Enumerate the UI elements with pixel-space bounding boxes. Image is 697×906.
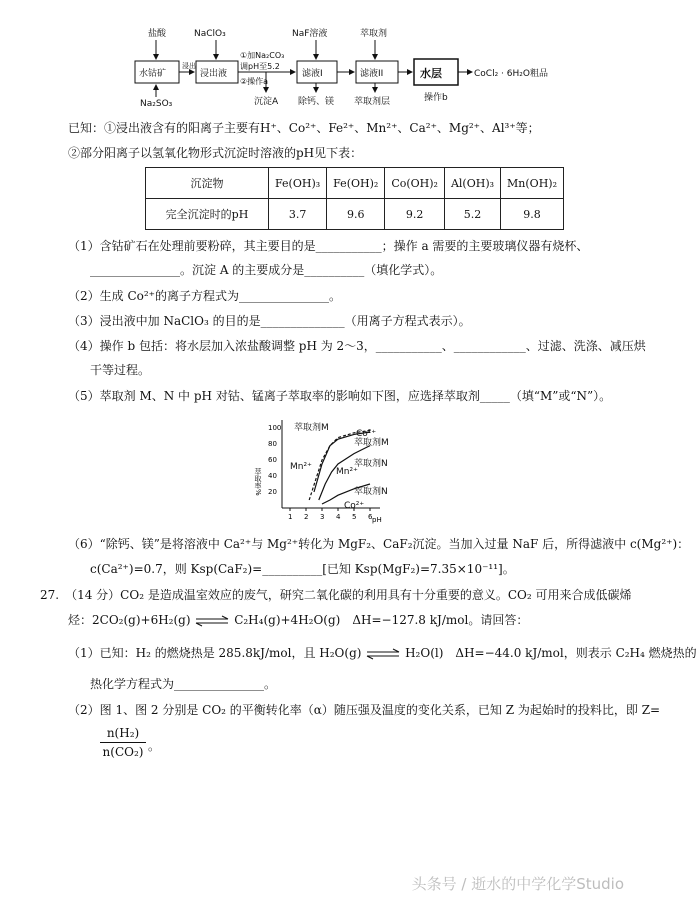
question-5: （5）萃取剂 M、N 中 pH 对钴、锰离子萃取率的影响如下图，应选择萃取剂_____（填“M”或“N”）。 (68, 389, 612, 403)
table-cell: Al(OH)₃ (444, 168, 500, 199)
step2-label: 调pH至5.2 (240, 62, 280, 71)
x-tick-label: 3 (320, 513, 325, 521)
table-cell: 9.6 (327, 199, 385, 230)
y-tick-label: 60 (268, 456, 277, 464)
question-4a: （4）操作 b 包括：将水层加入浓盐酸调整 pH 为 2～3，___________、____________、过滤、洗涤、减压烘 (68, 339, 646, 353)
curve-label: Mn²⁺ (290, 462, 312, 472)
product-label: CoCl₂ · 6H₂O粗品 (474, 69, 548, 79)
problem-27-intro: 27. （14 分）CO₂ 是造成温室效应的废气，研究二氧化碳的利用具有十分重要的意义。CO₂ 可用来合成低碳烯 (40, 588, 632, 602)
process-flow-diagram (130, 28, 548, 110)
x-tick-label: 6 (368, 513, 373, 521)
reagent-extract: 萃取剂 (360, 29, 388, 39)
reagent-hcl: 盐酸 (148, 29, 167, 39)
y-tick-label: 100 (268, 424, 282, 432)
box-water-label: 水层 (420, 67, 442, 80)
question-6a: （6）“除钙、镁”是将溶液中 Ca²⁺与 Mg²⁺转化为 MgF₂、CaF₂沉淀。当加入过量 NaF 后，所得滤液中 c(Mg²⁺)： (68, 537, 690, 551)
table-header-row (146, 168, 564, 199)
remove-ca-mg-label: 除钙、镁 (298, 97, 335, 107)
problem-27-q1a (68, 645, 697, 661)
watermark: 头条号 / 逝水的中学化学Studio (411, 875, 624, 893)
table-cell: 3.7 (269, 199, 327, 230)
y-tick-label: 20 (268, 488, 277, 496)
extraction-rate-chart (248, 412, 398, 530)
box-filtrate2-label: 滤液II (360, 69, 384, 79)
table-cell: 沉淀物 (146, 168, 269, 199)
table-cell: Fe(OH)₂ (327, 168, 385, 199)
extract-layer-label: 萃取剂层 (354, 97, 391, 107)
box-filtrate1-label: 滤液I (302, 69, 323, 79)
curve-label: 萃取剂N (354, 459, 388, 469)
curve-label: 萃取剂N (354, 487, 388, 497)
x-tick-label: 5 (352, 513, 357, 521)
table-cell: 完全沉淀时的pH (146, 199, 269, 230)
fraction-end: 。 (148, 739, 161, 753)
q1-right: H₂O(l) ΔH=−44.0 kJ/mol，则表示 C₂H₄ 燃烧热的 (405, 646, 697, 660)
x-tick-label: 2 (304, 513, 309, 521)
table-cell: Mn(OH)₂ (501, 168, 564, 199)
table-cell: Co(OH)₂ (385, 168, 445, 199)
table-cell: 5.2 (444, 199, 500, 230)
curve-label: Co²⁺ (344, 501, 365, 511)
x-tick-label: 4 (336, 513, 341, 521)
box-ore-label: 水钴矿 (139, 69, 167, 79)
question-2: （2）生成 Co²⁺的离子方程式为_______________。 (68, 289, 342, 303)
question-6b: c(Ca²⁺)=0.7，则 Ksp(CaF₂)=__________[已知 Ksp(MgF₂)=7.35×10⁻¹¹]。 (90, 562, 515, 576)
y-tick-label: 40 (268, 472, 277, 480)
fraction-denominator: n(CO₂) (102, 745, 144, 759)
known-ph-intro: ②部分阳离子以氢氧化物形式沉淀时溶液的pH见下表： (68, 146, 363, 160)
equation-left: 烃：2CO₂(g)+6H₂(g) (68, 613, 191, 627)
reagent-naf: NaF溶液 (292, 29, 328, 39)
table-cell: Fe(OH)₃ (269, 168, 327, 199)
problem-27-equation (68, 612, 528, 628)
equilibrium-arrow-icon (365, 649, 401, 659)
y-axis-label: 萃取率% (254, 468, 262, 496)
known-cations: 已知：①浸出液含有的阳离子主要有H⁺、Co²⁺、Fe²⁺、Mn²⁺、Ca²⁺、Mg²⁺、Al³⁺等； (68, 121, 540, 135)
table-row (146, 199, 564, 230)
arrow-leach-label: 浸出 (182, 62, 196, 70)
curve-label: Co²⁺ (356, 429, 377, 439)
fraction-numerator: n(H₂) (100, 726, 146, 743)
ph-table (145, 167, 564, 230)
reagent-naclo3: NaClO₃ (194, 29, 226, 39)
x-tick-label: 1 (288, 513, 293, 521)
box-leachate-label: 浸出液 (200, 69, 228, 79)
problem-27-q1b: 热化学方程式为_______________。 (90, 677, 277, 691)
equilibrium-arrow-icon (194, 616, 230, 626)
precip-a-label: 沉淀A (254, 97, 279, 107)
reagent-na2so3: Na₂SO₃ (140, 99, 173, 109)
q1-left: （1）已知：H₂ 的燃烧热是 285.8kJ/mol，且 H₂O(g) (68, 646, 362, 660)
step1-label: ①加Na₂CO₃ (240, 51, 285, 60)
curve-label: 萃取剂M (354, 438, 389, 448)
problem-27-q2: （2）图 1、图 2 分别是 CO₂ 的平衡转化率（α）随压强及温度的变化关系，已知 Z 为起始时的投料比，即 Z= (68, 703, 661, 717)
operation-b-label: 操作b (424, 93, 448, 103)
question-4b: 干等过程。 (90, 363, 151, 377)
table-cell: 9.8 (501, 199, 564, 230)
ratio-fraction (100, 726, 146, 759)
y-tick-label: 80 (268, 440, 277, 448)
question-1b: _______________。沉淀 A 的主要成分是__________（填化学式）。 (90, 263, 443, 277)
x-axis-label: pH (372, 516, 382, 524)
question-3: （3）浸出液中加 NaClO₃ 的目的是______________（用离子方程式表示）。 (68, 314, 471, 328)
curve-label: 萃取剂M (294, 423, 329, 433)
question-1a: （1）含钴矿石在处理前要粉碎，其主要目的是___________；操作 a 需要的主要玻璃仪器有烧杯、 (68, 239, 589, 253)
table-cell: 9.2 (385, 199, 445, 230)
equation-right: C₂H₄(g)+4H₂O(g) ΔH=−127.8 kJ/mol。请回答： (234, 613, 529, 627)
curve-label: Mn²⁺ (336, 467, 358, 477)
step3-label: ②操作a (240, 77, 269, 86)
